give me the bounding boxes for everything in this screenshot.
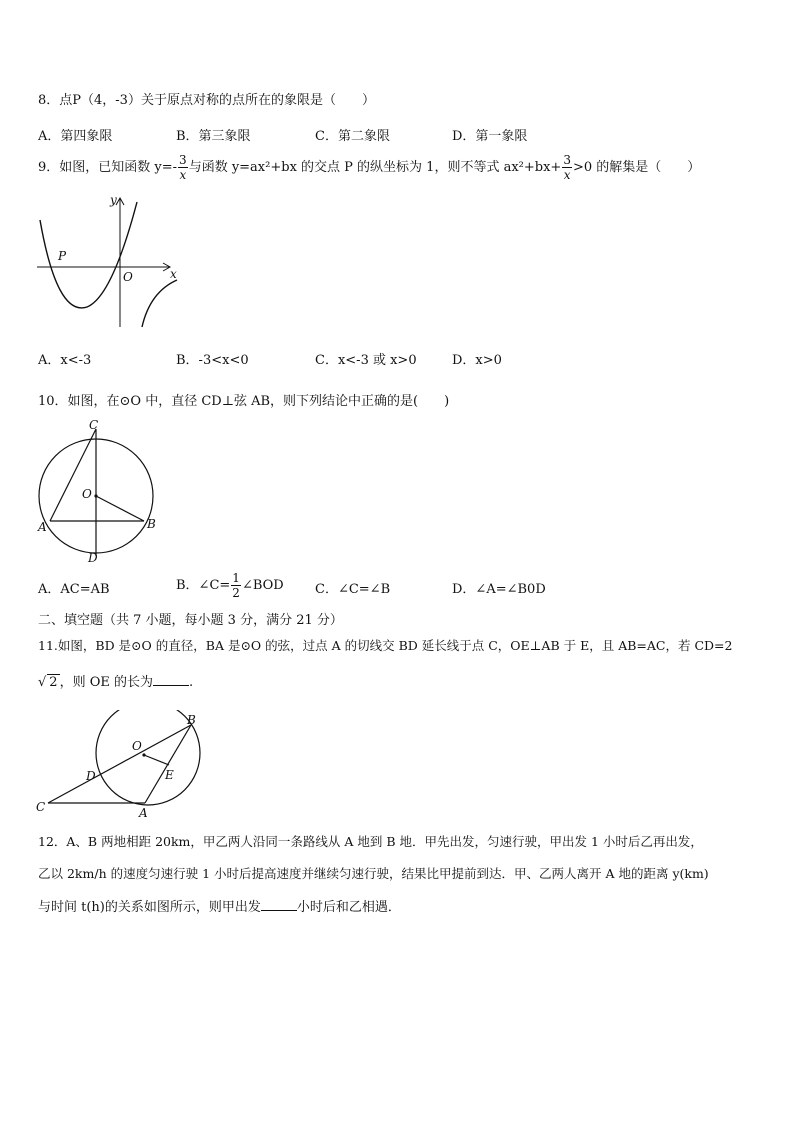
q9-stem-part3: >0 的解集是（ ） — [572, 160, 701, 175]
section-2-title: 二、填空题（共 7 小题，每小题 3 分，满分 21 分） — [38, 613, 343, 628]
q11-line2-text: ，则 OE 的长为 — [59, 675, 153, 690]
q9-option-a[interactable]: A．x<-3 — [38, 353, 92, 368]
q11-sqrt-value: 2 — [49, 675, 58, 690]
sqrt-icon: √ — [38, 675, 47, 690]
line-cb — [48, 725, 191, 803]
q11-label-o: O — [132, 739, 142, 753]
q8-stem: 8．点P（4，-3）关于原点对称的点所在的象限是（ ） — [38, 93, 375, 108]
q10-option-b-prefix: B．∠C= — [176, 578, 231, 593]
q9-label-x: x — [170, 267, 177, 281]
q9-fraction-2: $\frac{3}{x}$ — [563, 153, 571, 182]
q9-stem-part2: 与函数 y=ax²+bx 的交点 P 的纵坐标为 1，则不等式 ax²+bx+ — [188, 160, 562, 175]
q9-option-d[interactable]: D．x>0 — [452, 353, 502, 368]
segment-ob — [96, 496, 144, 521]
q10-label-c: C — [89, 418, 99, 432]
q10-label-b: B — [147, 517, 156, 531]
q9-stem-part1: 9．如图，已知函数 y=- — [38, 160, 178, 175]
q11-label-c: C — [36, 800, 46, 814]
center-dot — [94, 494, 97, 497]
q9-function-graph — [32, 192, 182, 332]
q10-label-a: A — [38, 520, 47, 534]
q11-label-e: E — [165, 768, 174, 782]
parabola-curve — [40, 202, 137, 308]
q11-line1: 11.如图，BD 是⊙O 的直径，BA 是⊙O 的弦，过点 A 的切线交 BD 延长线于点 C，OE⊥AB 于 E，且 AB=AC，若 CD=2 — [38, 638, 733, 653]
q12-answer-blank[interactable] — [261, 898, 297, 911]
q8-option-c[interactable]: C．第二象限 — [315, 129, 390, 144]
q10-option-b[interactable] — [176, 569, 284, 603]
q11-label-d: D — [86, 769, 96, 783]
q8-option-a[interactable]: A．第四象限 — [38, 129, 113, 144]
q11-label-b: B — [187, 713, 196, 727]
q8-option-d[interactable]: D．第一象限 — [452, 129, 528, 144]
q12-line3-text-b: 小时后和乙相遇． — [296, 900, 401, 915]
q10-label-o: O — [82, 487, 92, 501]
q11-line2-end: . — [189, 675, 194, 690]
q10-option-a[interactable]: A．AC=AB — [38, 582, 110, 597]
q9-label-y: y — [110, 193, 117, 207]
q11-answer-blank[interactable] — [153, 673, 189, 686]
q10-option-b-fraction: $\frac{1}{2}$ — [232, 571, 240, 600]
q9-option-b[interactable]: B．-3<x<0 — [176, 353, 249, 368]
q12-line3-text-a: 与时间 t(h)的关系如图所示，则甲出发 — [38, 900, 261, 915]
q12-line3 — [38, 896, 401, 915]
q11-circle-figure — [32, 710, 207, 820]
q11-line2 — [38, 671, 193, 690]
q9-label-p: P — [58, 249, 67, 263]
segment-oe — [144, 755, 169, 765]
segment-ac — [50, 429, 96, 521]
q10-option-d[interactable]: D．∠A=∠B0D — [452, 582, 546, 597]
circle-o — [96, 710, 200, 805]
q10-option-b-suffix: ∠BOD — [241, 578, 284, 593]
q10-option-c[interactable]: C．∠C=∠B — [315, 582, 391, 597]
q12-line1: 12．A、B 两地相距 20km，甲乙两人沿同一条路线从 A 地到 B 地．甲先出发，匀速行驶，甲出发 1 小时后乙再出发， — [38, 834, 703, 849]
q10-label-d: D — [88, 551, 98, 565]
q9-option-c[interactable]: C．x<-3 或 x>0 — [315, 353, 417, 368]
hyperbola-branch-right — [142, 280, 177, 327]
q9-stem — [38, 151, 700, 185]
q10-stem: 10．如图，在⊙O 中，直径 CD⊥弦 AB，则下列结论中正确的是( ) — [38, 394, 450, 409]
q12-line2: 乙以 2km/h 的速度匀速行驶 1 小时后提高速度并继续匀速行驶，结果比甲提前到达．甲、乙两人离开 A 地的距离 y(km) — [38, 866, 709, 881]
q10-circle-figure — [32, 416, 162, 566]
q11-label-a: A — [139, 806, 148, 820]
q8-option-b[interactable]: B．第三象限 — [176, 129, 251, 144]
q9-label-o: O — [123, 270, 133, 284]
q9-fraction-1: $\frac{3}{x}$ — [179, 153, 187, 182]
center-dot — [142, 753, 145, 756]
